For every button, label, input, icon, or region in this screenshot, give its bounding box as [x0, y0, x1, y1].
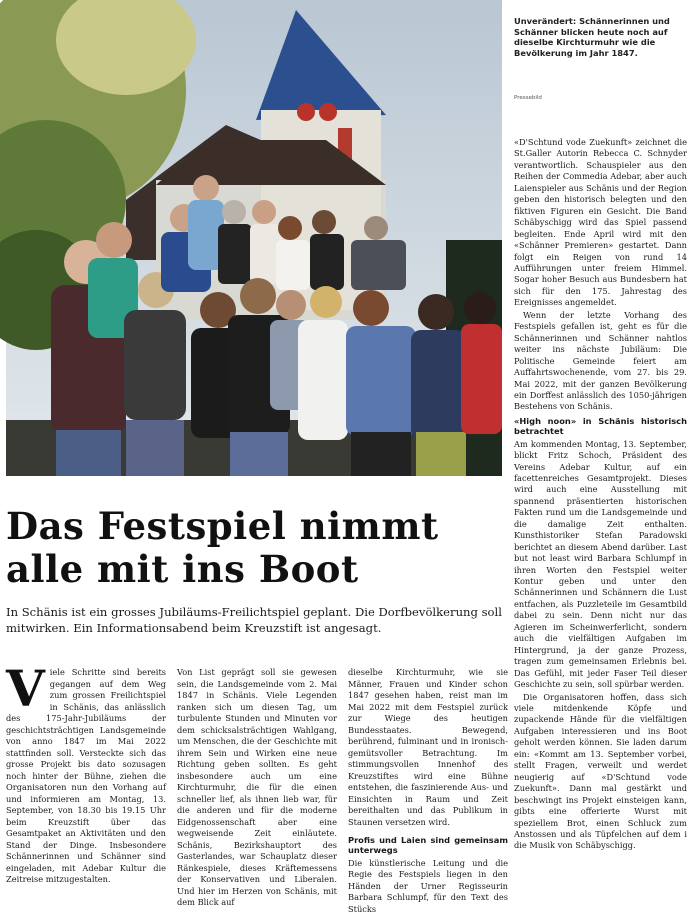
headline-line: alle mit ins Boot [6, 546, 359, 591]
paragraph: iele Schritte sind bereits gegangen auf dem Weg zum grossen Freilichtspiel in Schänis, das anlässlich des 175-Jahr-Jubiläums der geschichtsträchtigen Landsgemeinde von anno 1847 im Mai 2022 stattfinden soll. Versteckte sich das grosse Projekt bis dato sozusagen noch hinter der Bühne, ziehen die Organisatoren nun den Vorhang auf und informieren am Montag, 13. September, von 18.30 bis 19.15 Uhr beim Kreuzstift über das Gesamtpaket an Aktivitäten und den Stand der Dinge. Insbesondere Schännerinnen und Schänner sind eingeladen, mit Adebar Kultur die Zeitreise mitzugestalten. [6, 667, 166, 884]
paragraph: Die Organisatoren hoffen, dass sich viele mitdenkende Köpfe und zupackende Hände für die vielfältigen Aufgaben interessieren und ins Boot geholt werden können. Sie laden darum ein: «Kommt am 13. September vorbei, stellt Fragen, verweilt und werdet neugierig auf «D'Schtund vode Zuekunft». Dann mal gestärkt und beschwingt ins Projekt einsteigen kann, gibts eine offerierte Wurst mit speziellem Brot, einen Schluck zum Anstossen und als Tüpfelchen auf dem i die Musik von Schäbyschigg. [514, 691, 687, 851]
article-deck: In Schänis ist ein grosses Jubiläums-Freilichtspiel geplant. Die Dorfbevölkerung soll mitwirken. Ein Informationsabend beim Kreuzstift ist angesagt. [6, 605, 502, 635]
clock-face [297, 103, 315, 121]
article-headline [6, 505, 506, 590]
subheading: «High noon» in Schänis historisch betrachtet [514, 415, 687, 437]
article-photo [6, 0, 502, 476]
paragraph: dieselbe Kirchturmuhr, wie sie Männer, Frauen und Kinder schon 1847 gesehen haben, reist man im Mai 2022 mit dem Festspiel zurück zur Wiege des heutigen Bundesstaates. Bewegend, berührend, fulminant und in ironisch-gemütsvoller Betrachtung. Im stimmungsvollen Innenhof des Kreuzstiftes wird eine Bühne entstehen, die faszinierende Aus- und Einsichten in Raum und Zeit bereithalten und das Publikum in Staunen versetzen wird. [348, 667, 508, 827]
paragraph: Die künstlerische Leitung und die Regie des Festspiels liegen in den Händen der Urner Regisseurin Barbara Schlumpf, für den Text des Stücks [348, 857, 508, 914]
article-column-2 [177, 667, 337, 909]
article-column-3 [348, 667, 508, 915]
paragraph: Wenn der letzte Vorhang des Festspiels gefallen ist, geht es für die Schännerinnen und Schänner nahtlos weiter ins nächste Jubiläum: Die Politische Gemeinde feiert am Auffahrtswochenende, vom 27. bis 29. Mai 2022, mit der ganzen Bevölkerung ein Dorffest anlässlich des 1050-jährigen Bestehens von Schänis. [514, 309, 687, 412]
drop-cap: V [6, 659, 45, 718]
article-right-column [514, 137, 687, 853]
subheading: Profis und Laien sind gemeinsam unterwegs [348, 835, 508, 856]
paragraph: Am kommenden Montag, 13. September, blickt Fritz Schoch, Präsident des Vereins Adebar Kultur, auf ein facettenreiches Gesamtprojekt. Dieses wird auch eine Ausstellung mit spannend präsentierten historischen Fakten rund um die Landsgemeinde und die damalige Zeit enthalten. Kunsthistoriker Stefan Paradowski berichtet an diesem Abend darüber. Last but not least wird Barbara Schlumpf in ihren Worten den Festspiel weiter Kontur geben und unter den Schännerinnen und Schännern die Lust entfachen, als Puzzleteile im Gesamtbild dabei zu sein. Denn nicht nur das Agieren im Scheinwerferlicht, sondern auch die vielfältigen Aufgaben im Hintergrund, ja der ganze Prozess, tragen zum gemeinsamen Erlebnis bei. Das Gefühl, mit jeder Faser Teil dieser Geschichte zu sein, soll spürbar werden. [514, 438, 687, 690]
paragraph: «D'Schtund vode Zuekunft» zeichnet die St.Galler Autorin Rebecca C. Schnyder verantwortlich. Schauspieler aus den Reihen der Commedia Adebar, aber auch Laienspieler aus Schänis und der Region geben den historisch belegten und den fiktiven Figuren ein Gesicht. Die Band Schäbyschigg wird das Spiel passend begleiten. Ende April wird mit den «Schänner Premieren» gestartet. Dann folgt ein Reigen von rund 14 Aufführungen unter freiem Himmel. Sogar hoher Besuch aus Bundesbern hat sich für den 175. Jahrestag des Ereignisses angemeldet. [514, 137, 687, 308]
photo-credit: Pressebild [514, 95, 542, 101]
article-column-1 [6, 659, 166, 886]
photo-caption: Unverändert: Schännerinnen und Schänner blicken heute noch auf dieselbe Kirchturmuhr wie die Bevölkerung im Jahr 1847. [514, 16, 670, 58]
paragraph: Von List geprägt soll sie gewesen sein, die Landsgemeinde vom 2. Mai 1847 in Schänis. Viele Legenden ranken sich um diesen Tag, um turbulente Stunden und Minuten vor dem schicksalsträchtigen Wahlgang, um Menschen, die der Geschichte mit ihrem Sein und Wirken eine neue Richtung geben sollten. Es geht insbesondere auch um eine Kirchturmuhr, die für die einen schneller lief, als ihnen lieb war, für die anderen und für die moderne Eidgenossenschaft aber eine wegweisende Zeit einläutete. Schänis, Bezirkshauptort des Gasterlandes, war Schauplatz dieser Ränkespiele, dieses Kräftemessens der Konservativen und Liberalen. Und hier im Herzen von Schänis, mit dem Blick auf [177, 667, 337, 907]
headline-line: Das Festspiel nimmt [6, 504, 439, 548]
